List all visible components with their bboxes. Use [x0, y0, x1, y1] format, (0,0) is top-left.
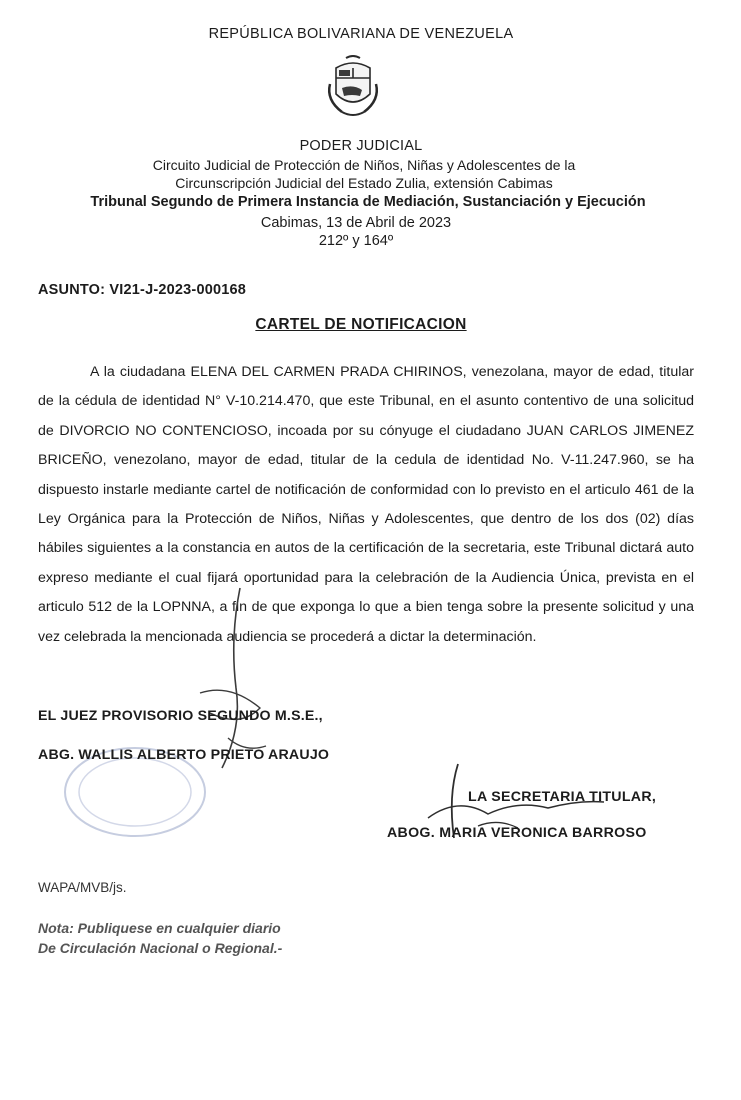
- coat-of-arms-seal: [322, 54, 384, 122]
- circuito-heading: [0, 156, 728, 192]
- document-title: CARTEL DE NOTIFICACION: [255, 316, 467, 333]
- poder-judicial-heading: PODER JUDICIAL: [299, 138, 423, 154]
- asunto-line: ASUNTO: VI21-J-2023-000168: [38, 282, 247, 298]
- body-paragraph: A la ciudadana ELENA DEL CARMEN PRADA CHIRINOS, venezolana, mayor de edad, titular de la cédula de identidad N° V-10.214.470, que este Tribunal, en el asunto contentivo de una solicitud de DIVORCIO NO CONTENCIOSO, incoada por su cónyuge el ciudadano JUAN CARLOS JIMENEZ BRICEÑO, venezolano, mayor de edad, titular de la cedula de identidad No. V-11.247.960, se ha dispuesto instarle mediante cartel de notificación de conformidad con lo previsto en el articulo 461 de la Ley Orgánica para la Protección de Niños, Niñas y Adolescentes, que dentro de los dos (02) días hábiles siguientes a la constancia en autos de la certificación de la secretaria, este Tribunal dictará auto expreso mediante el cual fijará oportunidad para la celebración de la Audiencia Única, prevista en el articulo 512 de la LOPNNA, a fin de que exponga lo que a bien tenga sobre la presente solicitud y una vez celebrada la mencionada audiencia se procederá a dictar la determinación.: [38, 364, 694, 645]
- initials-line: WAPA/MVB/js.: [38, 880, 127, 895]
- judge-title: EL JUEZ PROVISORIO SEGUNDO M.S.E.,: [38, 708, 323, 724]
- secretary-name: ABOG. MARIA VERONICA BARROSO: [387, 825, 647, 841]
- secretary-title: LA SECRETARIA TITULAR,: [468, 789, 657, 805]
- judge-name: ABG. WALLIS ALBERTO PRIETO ARAUJO: [38, 747, 330, 763]
- country-heading: REPÚBLICA BOLIVARIANA DE VENEZUELA: [208, 26, 514, 42]
- note-line-1: Nota: Publiquese en cualquier diario: [38, 920, 281, 936]
- circuito-line-1: Circuito Judicial de Protección de Niños, Niñas y Adolescentes de la: [152, 157, 576, 173]
- tribunal-heading: Tribunal Segundo de Primera Instancia de Mediación, Sustanciación y Ejecución: [90, 194, 646, 210]
- date-line: Cabimas, 13 de Abril de 2023: [260, 215, 452, 231]
- note-line-2: De Circulación Nacional o Regional.-: [38, 940, 283, 956]
- circuito-line-2: Circunscripción Judicial del Estado Zulia, extensión Cabimas: [175, 175, 553, 191]
- years-line: 212º y 164º: [318, 233, 394, 249]
- note-block: [38, 918, 282, 958]
- date-block: [0, 214, 712, 250]
